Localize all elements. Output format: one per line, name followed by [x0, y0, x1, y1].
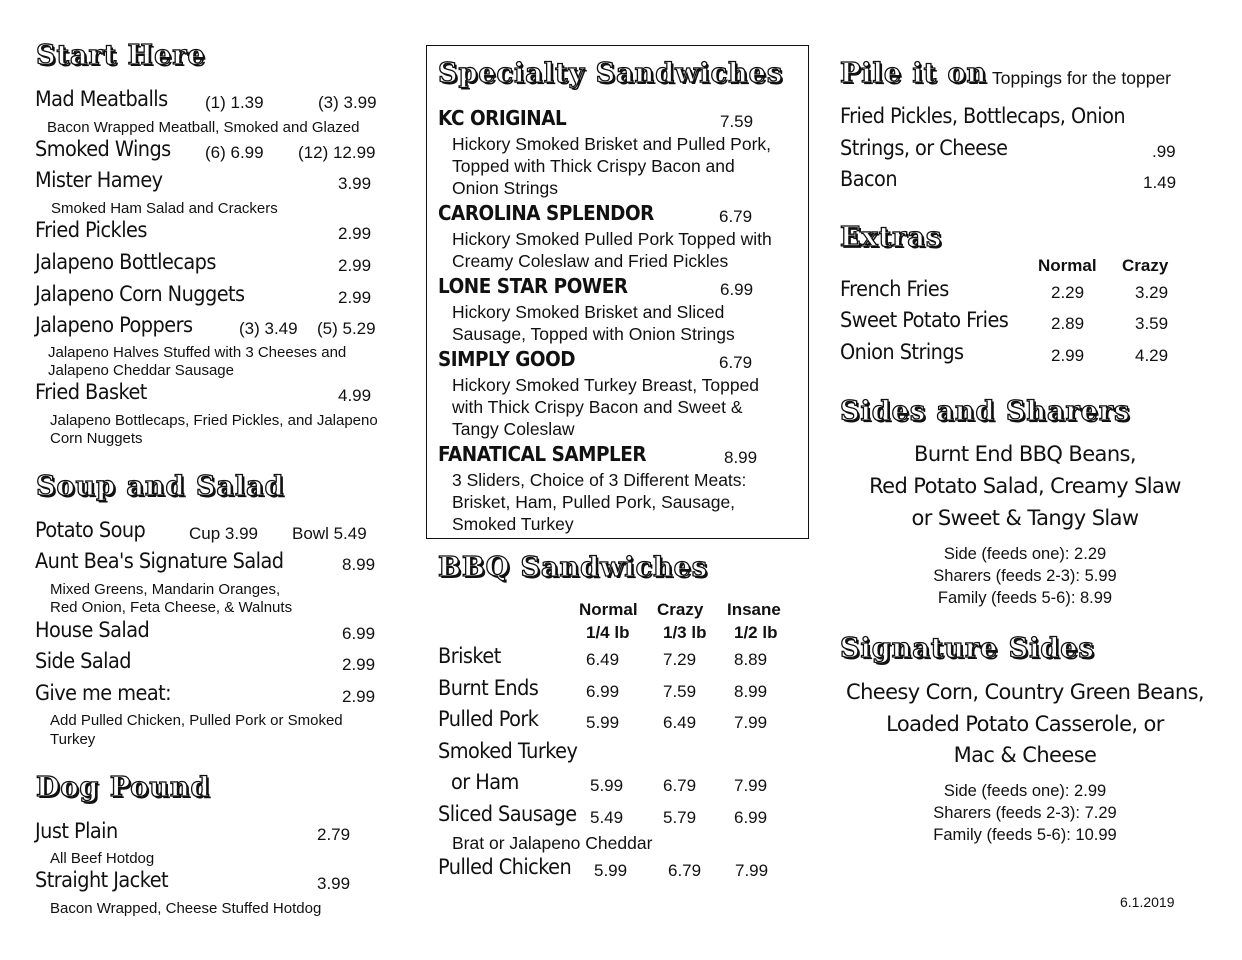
side-price-line: Side (feeds one): 2.29 [943, 545, 1107, 563]
menu-item-price: 6.79 [719, 207, 753, 226]
side-list-line: Loaded Potato Casserole, or [886, 712, 1164, 736]
menu-item-price: 6.99 [720, 280, 754, 299]
menu-item-desc: Turkey [50, 731, 96, 748]
side-list-line: Burnt End BBQ Beans, [914, 442, 1136, 466]
menu-item-price: 5.79 [663, 808, 697, 827]
menu-item-price: 8.99 [724, 448, 758, 467]
menu-item-price: 4.29 [1135, 346, 1169, 365]
menu-item-name: Sweet Potato Fries [840, 308, 1009, 332]
section-title: Pile it on [840, 58, 988, 89]
menu-item-name: Smoked Wings [35, 137, 171, 161]
menu-item-name: Side Salad [35, 649, 131, 673]
menu-item-name: CAROLINA SPLENDOR [438, 201, 654, 225]
menu-item-name: Jalapeno Poppers [35, 313, 193, 337]
menu-item-name: Jalapeno Bottlecaps [35, 250, 216, 274]
menu-item-price: Cup 3.99 [189, 524, 258, 543]
menu-item-desc: Topped with Thick Crispy Bacon and [452, 156, 735, 176]
side-price-line: Side (feeds one): 2.99 [943, 782, 1107, 800]
column-header: Crazy [1122, 256, 1169, 275]
menu-item-price: 2.99 [1051, 346, 1085, 365]
menu-item-price: (6) 6.99 [205, 143, 264, 162]
section-title: Signature Sides [840, 633, 1095, 664]
menu-item-price: 7.59 [720, 112, 754, 131]
menu-item-price: 5.99 [590, 776, 624, 795]
menu-item-name: Smoked Turkey [438, 739, 578, 763]
section-title: Sides and Sharers [840, 396, 1131, 427]
column-header: Normal [1038, 256, 1097, 275]
menu-item-name: French Fries [840, 277, 949, 301]
section-title: Soup and Salad [36, 471, 285, 502]
side-list-line: Cheesy Corn, Country Green Beans, [846, 680, 1204, 704]
column-header: Crazy [657, 600, 704, 619]
side-price-line: Family (feeds 5-6): 10.99 [933, 826, 1117, 844]
menu-item-desc: Brat or Jalapeno Cheddar [452, 833, 653, 853]
menu-item-price: 6.79 [663, 776, 697, 795]
menu-item-desc: with Thick Crispy Bacon and Sweet & [452, 397, 743, 417]
section-title: Start Here [36, 40, 206, 71]
section-title: BBQ Sandwiches [438, 552, 709, 583]
menu-item-desc: All Beef Hotdog [50, 850, 155, 867]
menu-item-price: 3.99 [317, 874, 351, 893]
menu-item-name: Bacon [840, 167, 898, 191]
menu-item-price: 6.49 [663, 713, 697, 732]
menu-item-name: Mister Hamey [35, 168, 163, 192]
menu-item-price: 2.29 [1051, 283, 1085, 302]
menu-item-desc: Hickory Smoked Brisket and Pulled Pork, [452, 134, 772, 154]
menu-item-price: 6.49 [586, 650, 620, 669]
side-price-line: Family (feeds 5-6): 8.99 [937, 589, 1113, 607]
menu-item-name: FANATICAL SAMPLER [438, 442, 647, 466]
menu-item-price: 5.99 [586, 713, 620, 732]
menu-item-name: Pulled Pork [438, 707, 539, 731]
column-header: 1/2 lb [734, 623, 778, 642]
menu-item-name: Fried Basket [35, 380, 147, 404]
menu-item-price: 5.49 [590, 808, 624, 827]
menu-item-price: 6.99 [586, 682, 620, 701]
menu-item-price: 2.99 [342, 655, 376, 674]
menu-item-price: 7.99 [734, 713, 768, 732]
menu-item-name: Potato Soup [35, 518, 146, 542]
menu-item-price: 2.99 [338, 256, 372, 275]
menu-item-price: (12) 12.99 [298, 143, 376, 162]
menu-item-desc: Mixed Greens, Mandarin Oranges, [50, 581, 281, 598]
menu-item-price: (1) 1.39 [205, 93, 264, 112]
menu-item-desc: 3 Sliders, Choice of 3 Different Meats: [452, 470, 747, 490]
menu-item-desc: Onion Strings [452, 178, 559, 198]
column-header: 1/3 lb [663, 623, 707, 642]
menu-item-name: Aunt Bea's Signature Salad [35, 549, 284, 573]
menu-item-name: Sliced Sausage [438, 802, 577, 826]
section-subtitle: Toppings for the topper [992, 68, 1172, 88]
menu-item-desc: Jalapeno Cheddar Sausage [48, 362, 234, 379]
menu-item-price: 1.49 [1143, 173, 1177, 192]
menu-item-desc: Sausage, Topped with Onion Strings [452, 324, 735, 344]
menu-item-price: 4.99 [338, 386, 372, 405]
menu-item-name: Give me meat: [35, 681, 172, 705]
menu-item-price: 8.99 [342, 555, 376, 574]
menu-item-price: 6.99 [734, 808, 768, 827]
menu-item-price: 7.29 [663, 650, 697, 669]
menu-item-price: 8.89 [734, 650, 768, 669]
menu-item-price: Bowl 5.49 [292, 524, 367, 543]
menu-item-price: (3) 3.49 [239, 319, 298, 338]
menu-item-desc: Hickory Smoked Pulled Pork Topped with [452, 229, 772, 249]
menu-item-name: or Ham [451, 770, 519, 794]
menu-item-price: .99 [1152, 142, 1176, 161]
menu-item-desc: Hickory Smoked Brisket and Sliced [452, 302, 725, 322]
menu-item-price: (3) 3.99 [318, 93, 377, 112]
side-list-line: Mac & Cheese [953, 743, 1097, 767]
column-header: Insane [727, 600, 781, 619]
menu-item-price: 6.79 [668, 861, 702, 880]
menu-item-price: 7.59 [663, 682, 697, 701]
menu-item-desc: Smoked Turkey [452, 514, 574, 534]
side-price-line: Sharers (feeds 2-3): 7.29 [933, 804, 1117, 822]
menu-item-price: 6.79 [719, 353, 753, 372]
menu-item-price: 3.29 [1135, 283, 1169, 302]
menu-item-name: Fried Pickles [35, 218, 147, 242]
menu-item-desc: Creamy Coleslaw and Fried Pickles [452, 251, 729, 271]
menu-item-price: 2.79 [317, 825, 351, 844]
menu-date: 6.1.2019 [1120, 894, 1175, 910]
menu-item-desc: Tangy Coleslaw [452, 419, 575, 439]
section-title: Extras [840, 222, 943, 253]
section-title: Dog Pound [36, 772, 211, 803]
menu-item-name: Mad Meatballs [35, 87, 168, 111]
menu-item-name: Straight Jacket [35, 868, 169, 892]
menu-item-price: 3.59 [1135, 314, 1169, 333]
menu-item-desc: Bacon Wrapped Meatball, Smoked and Glazed [47, 119, 360, 136]
menu-item-name: KC ORIGINAL [438, 106, 567, 130]
menu-item-name: Burnt Ends [438, 676, 539, 700]
menu-item-price: 2.99 [342, 687, 376, 706]
menu-item-desc: Jalapeno Bottlecaps, Fried Pickles, and Jalapeno [50, 412, 378, 429]
menu-item-price: (5) 5.29 [317, 319, 376, 338]
menu-item-name: Jalapeno Corn Nuggets [35, 282, 245, 306]
menu-item-price: 2.99 [338, 288, 372, 307]
side-list-line: or Sweet & Tangy Slaw [911, 506, 1139, 530]
side-price-line: Sharers (feeds 2-3): 5.99 [933, 567, 1117, 585]
menu-item-desc: Add Pulled Chicken, Pulled Pork or Smoked [50, 712, 343, 729]
menu-item-name: Strings, or Cheese [840, 136, 1008, 160]
menu-item-desc: Jalapeno Halves Stuffed with 3 Cheeses and [48, 344, 347, 361]
section-title: Specialty Sandwiches [438, 58, 784, 89]
column-header: 1/4 lb [586, 623, 630, 642]
menu-item-name: Pulled Chicken [438, 855, 572, 879]
menu-item-desc: Brisket, Ham, Pulled Pork, Sausage, [452, 492, 736, 512]
menu-item-name: SIMPLY GOOD [438, 347, 576, 371]
menu-item-desc: Smoked Ham Salad and Crackers [51, 200, 278, 217]
menu-item-desc: Red Onion, Feta Cheese, & Walnuts [50, 599, 293, 616]
column-header: Normal [579, 600, 638, 619]
menu-item-price: 2.99 [338, 224, 372, 243]
menu-item-desc: Bacon Wrapped, Cheese Stuffed Hotdog [50, 900, 322, 917]
menu-item-desc: Corn Nuggets [50, 430, 143, 447]
menu-item-price: 7.99 [734, 776, 768, 795]
menu-item-price: 3.99 [338, 174, 372, 193]
menu-item-price: 7.99 [735, 861, 769, 880]
menu-item-price: 8.99 [734, 682, 768, 701]
menu-item-name: Fried Pickles, Bottlecaps, Onion [840, 104, 1126, 128]
side-list-line: Red Potato Salad, Creamy Slaw [869, 474, 1181, 498]
menu-item-desc: Hickory Smoked Turkey Breast, Topped [452, 375, 760, 395]
menu-item-name: Onion Strings [840, 340, 964, 364]
menu-item-name: Brisket [438, 644, 501, 668]
menu-item-name: LONE STAR POWER [438, 274, 628, 298]
menu-item-price: 2.89 [1051, 314, 1085, 333]
menu-item-price: 6.99 [342, 624, 376, 643]
menu-item-name: House Salad [35, 618, 150, 642]
menu-item-name: Just Plain [35, 819, 118, 843]
menu-item-price: 5.99 [594, 861, 628, 880]
